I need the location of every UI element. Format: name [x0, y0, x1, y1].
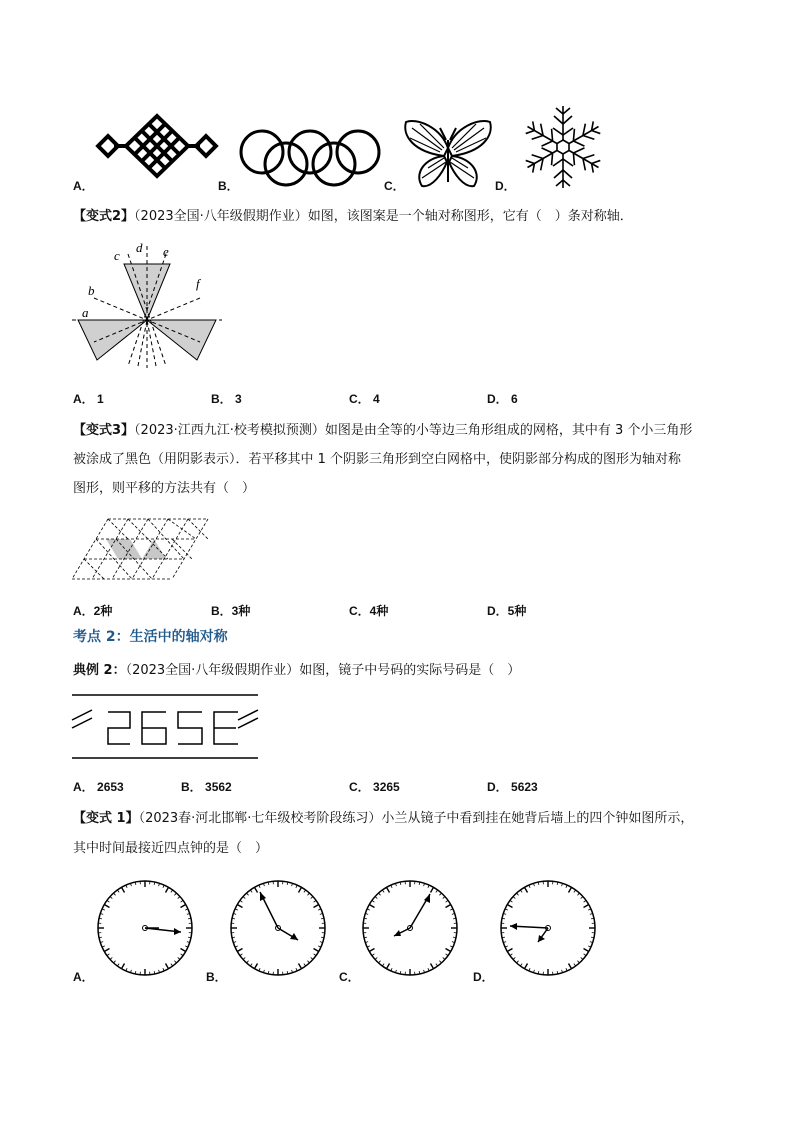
v1-question-line1: 【变式 1】（2023春·河北邯郸·七年级校考阶段练习）小兰从镜子中看到挂在她背后墙上的四个钟如图所示， — [73, 811, 694, 826]
q1-option-d: D． — [495, 179, 516, 193]
ex2-option-b: B． 3562 — [181, 780, 232, 794]
ex2-label: 典例 2： — [73, 663, 126, 678]
v3-question-line1: 【变式3】（2023·江西九江·校考模拟预测）如图是由全等的小等边三角形组成的网格，其中有 3 个小三角形 — [73, 423, 693, 438]
clock-a-icon — [95, 878, 195, 978]
axis-label-d: d — [136, 240, 143, 255]
v1-option-c: C． — [339, 970, 360, 984]
q1-option-b: B． — [218, 179, 239, 193]
chinese-knot-icon — [98, 113, 216, 179]
v3-option-c: C．4种 — [349, 604, 389, 618]
section-title: 考点 2：生活中的轴对称 — [73, 629, 228, 645]
triangle-grid-figure — [72, 517, 214, 581]
v2-text: （2023全国·八年级假期作业）如图，该图案是一个轴对称图形，它有（ ）条对称轴． — [134, 209, 633, 224]
v1-option-d: D． — [473, 970, 494, 984]
clock-c-icon — [360, 878, 460, 978]
axis-label-f: f — [196, 276, 200, 291]
mirror-number-figure — [70, 692, 262, 762]
v2-option-a: A． 1 — [73, 392, 104, 406]
v3-label: 【变式3】 — [73, 423, 135, 438]
axis-label-b: b — [88, 283, 95, 298]
clock-d-icon — [498, 878, 598, 978]
q1-option-c: C． — [384, 179, 405, 193]
v1-option-a: A． — [73, 970, 94, 984]
v2-option-c: C． 4 — [349, 392, 380, 406]
v1-option-b: B． — [206, 970, 227, 984]
v2-question — [73, 206, 633, 228]
axis-label-c: c — [114, 248, 120, 263]
ex2-option-d: D． 5623 — [487, 780, 538, 794]
v3-option-b: B．3种 — [211, 604, 251, 618]
v3-question-line2: 被涂成了黑色（用阴影表示）．若平移其中 1 个阴影三角形到空白网格中，使阴影部分构成的图形为轴对称 — [73, 452, 682, 467]
clock-b-icon — [228, 878, 328, 978]
butterfly-icon — [402, 118, 494, 190]
q1-option-a: A． — [73, 179, 94, 193]
snowflake-icon — [520, 104, 606, 190]
ex2-question: 典例 2：（2023全国·八年级假期作业）如图，镜子中号码的实际号码是（ ） — [73, 663, 521, 678]
axis-label-a: a — [82, 305, 89, 320]
v3-question-line3: 图形，则平移的方法共有（ ） — [73, 481, 256, 496]
v3-option-d: D．5种 — [487, 604, 527, 618]
v1-question-line2: 其中时间最接近四点钟的是（ ） — [73, 841, 269, 856]
v3-option-a: A．2种 — [73, 604, 113, 618]
olympic-rings-icon — [238, 128, 384, 188]
v2-label: 【变式2】 — [73, 209, 135, 224]
v2-option-b: B． 3 — [211, 392, 242, 406]
axis-label-e: e — [163, 244, 169, 259]
v1-label: 【变式 1】 — [73, 811, 139, 826]
ex2-option-c: C． 3265 — [349, 780, 400, 794]
ex2-option-a: A． 2653 — [73, 780, 124, 794]
symmetry-axes-figure — [72, 240, 222, 370]
v2-option-d: D． 6 — [487, 392, 518, 406]
